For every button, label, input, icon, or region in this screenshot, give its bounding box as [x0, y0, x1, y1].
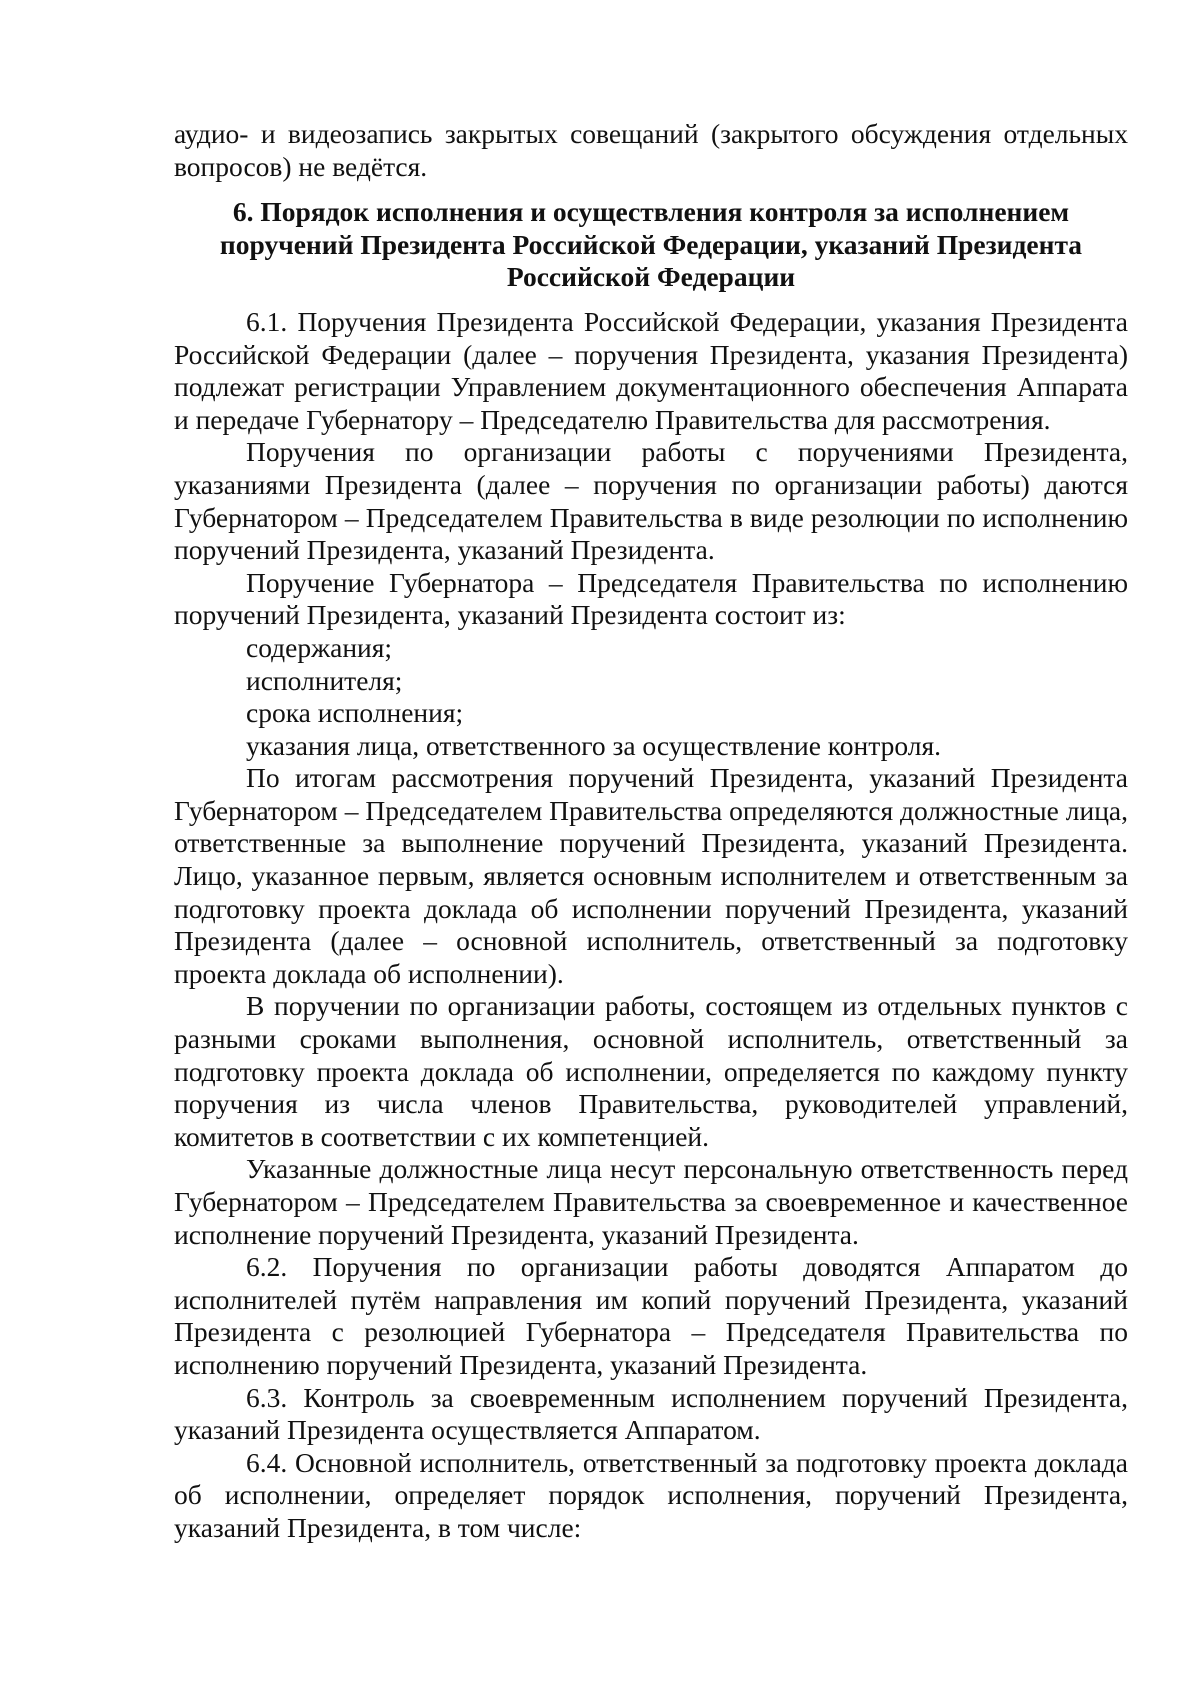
- paragraph-personal-responsibility: Указанные должностные лица несут персональную ответственность перед Губернатором – Председателем Правительства за своевременное и качественное исполнение поручений Президента, указаний Президента.: [174, 1153, 1128, 1250]
- intro-paragraph: аудио- и видеозапись закрытых совещаний (закрытого обсуждения отдельных вопросов) не ведётся.: [174, 118, 1128, 182]
- paragraph-6-1: 6.1. Поручения Президента Российской Федерации, указания Президента Российской Федерации (далее – поручения Президента, указания Президента) подлежат регистрации Управлением документационного обеспечения Аппарата и передаче Губернатору – Председателю Правительства для рассмотрения.: [174, 305, 1128, 435]
- list-item-deadline: срока исполнения;: [246, 697, 464, 729]
- list-item-control-person: указания лица, ответственного за осуществление контроля.: [246, 729, 941, 761]
- paragraph-6-2: 6.2. Поручения по организации работы доводятся Аппаратом до исполнителей путём направления им копий поручений Президента, указаний Президента с резолюцией Губернатора – Председателя Правительства по исполнению поручений Президента, указаний Президента.: [174, 1251, 1128, 1380]
- paragraph-separate-points: В поручении по организации работы, состоящем из отдельных пунктов с разными сроками выполнения, основной исполнитель, ответственный за подготовку проекта доклада об исполнении, определяется по каждому пункту поручения из числа членов Правительства, руководителей управлений, комитетов в соответствии с их компетенцией.: [174, 990, 1128, 1152]
- paragraph-6-4: 6.4. Основной исполнитель, ответственный за подготовку проекта доклада об исполнении, определяет порядок исполнения, поручений Президента, указаний Президента, в том числе:: [174, 1446, 1128, 1543]
- list-item-content: содержания;: [246, 631, 393, 663]
- paragraph-6-3: 6.3. Контроль за своевременным исполнением поручений Президента, указаний Президента осуществляется Аппаратом.: [174, 1381, 1128, 1446]
- paragraph-organization-orders: Поручения по организации работы с поручениями Президента, указаниями Президента (далее – поручения по организации работы) даются Губернатором – Председателем Правительства в виде резолюции по исполнению поручений Президента, указаний Президента.: [174, 436, 1128, 566]
- section-heading: 6. Порядок исполнения и осуществления контроля за исполнением поручений Президента Российской Федерации, указаний Президента Российской Федерации: [219, 196, 1083, 293]
- paragraph-order-composition: Поручение Губернатора – Председателя Правительства по исполнению поручений Президента, указаний Президента состоит из:: [174, 566, 1128, 631]
- list-item-executor: исполнителя;: [246, 664, 403, 696]
- document-page: [174, 118, 1128, 1545]
- paragraph-responsible-officials: По итогам рассмотрения поручений Президента, указаний Президента Губернатором – Председателем Правительства определяются должностные лица, ответственные за выполнение поручений Президента, указаний Президента. Лицо, указанное первым, является основным исполнителем и ответственным за подготовку проекта доклада об исполнении поручений Президента, указаний Президента (далее – основной исполнитель, ответственный за подготовку проекта доклада об исполнении).: [174, 762, 1128, 989]
